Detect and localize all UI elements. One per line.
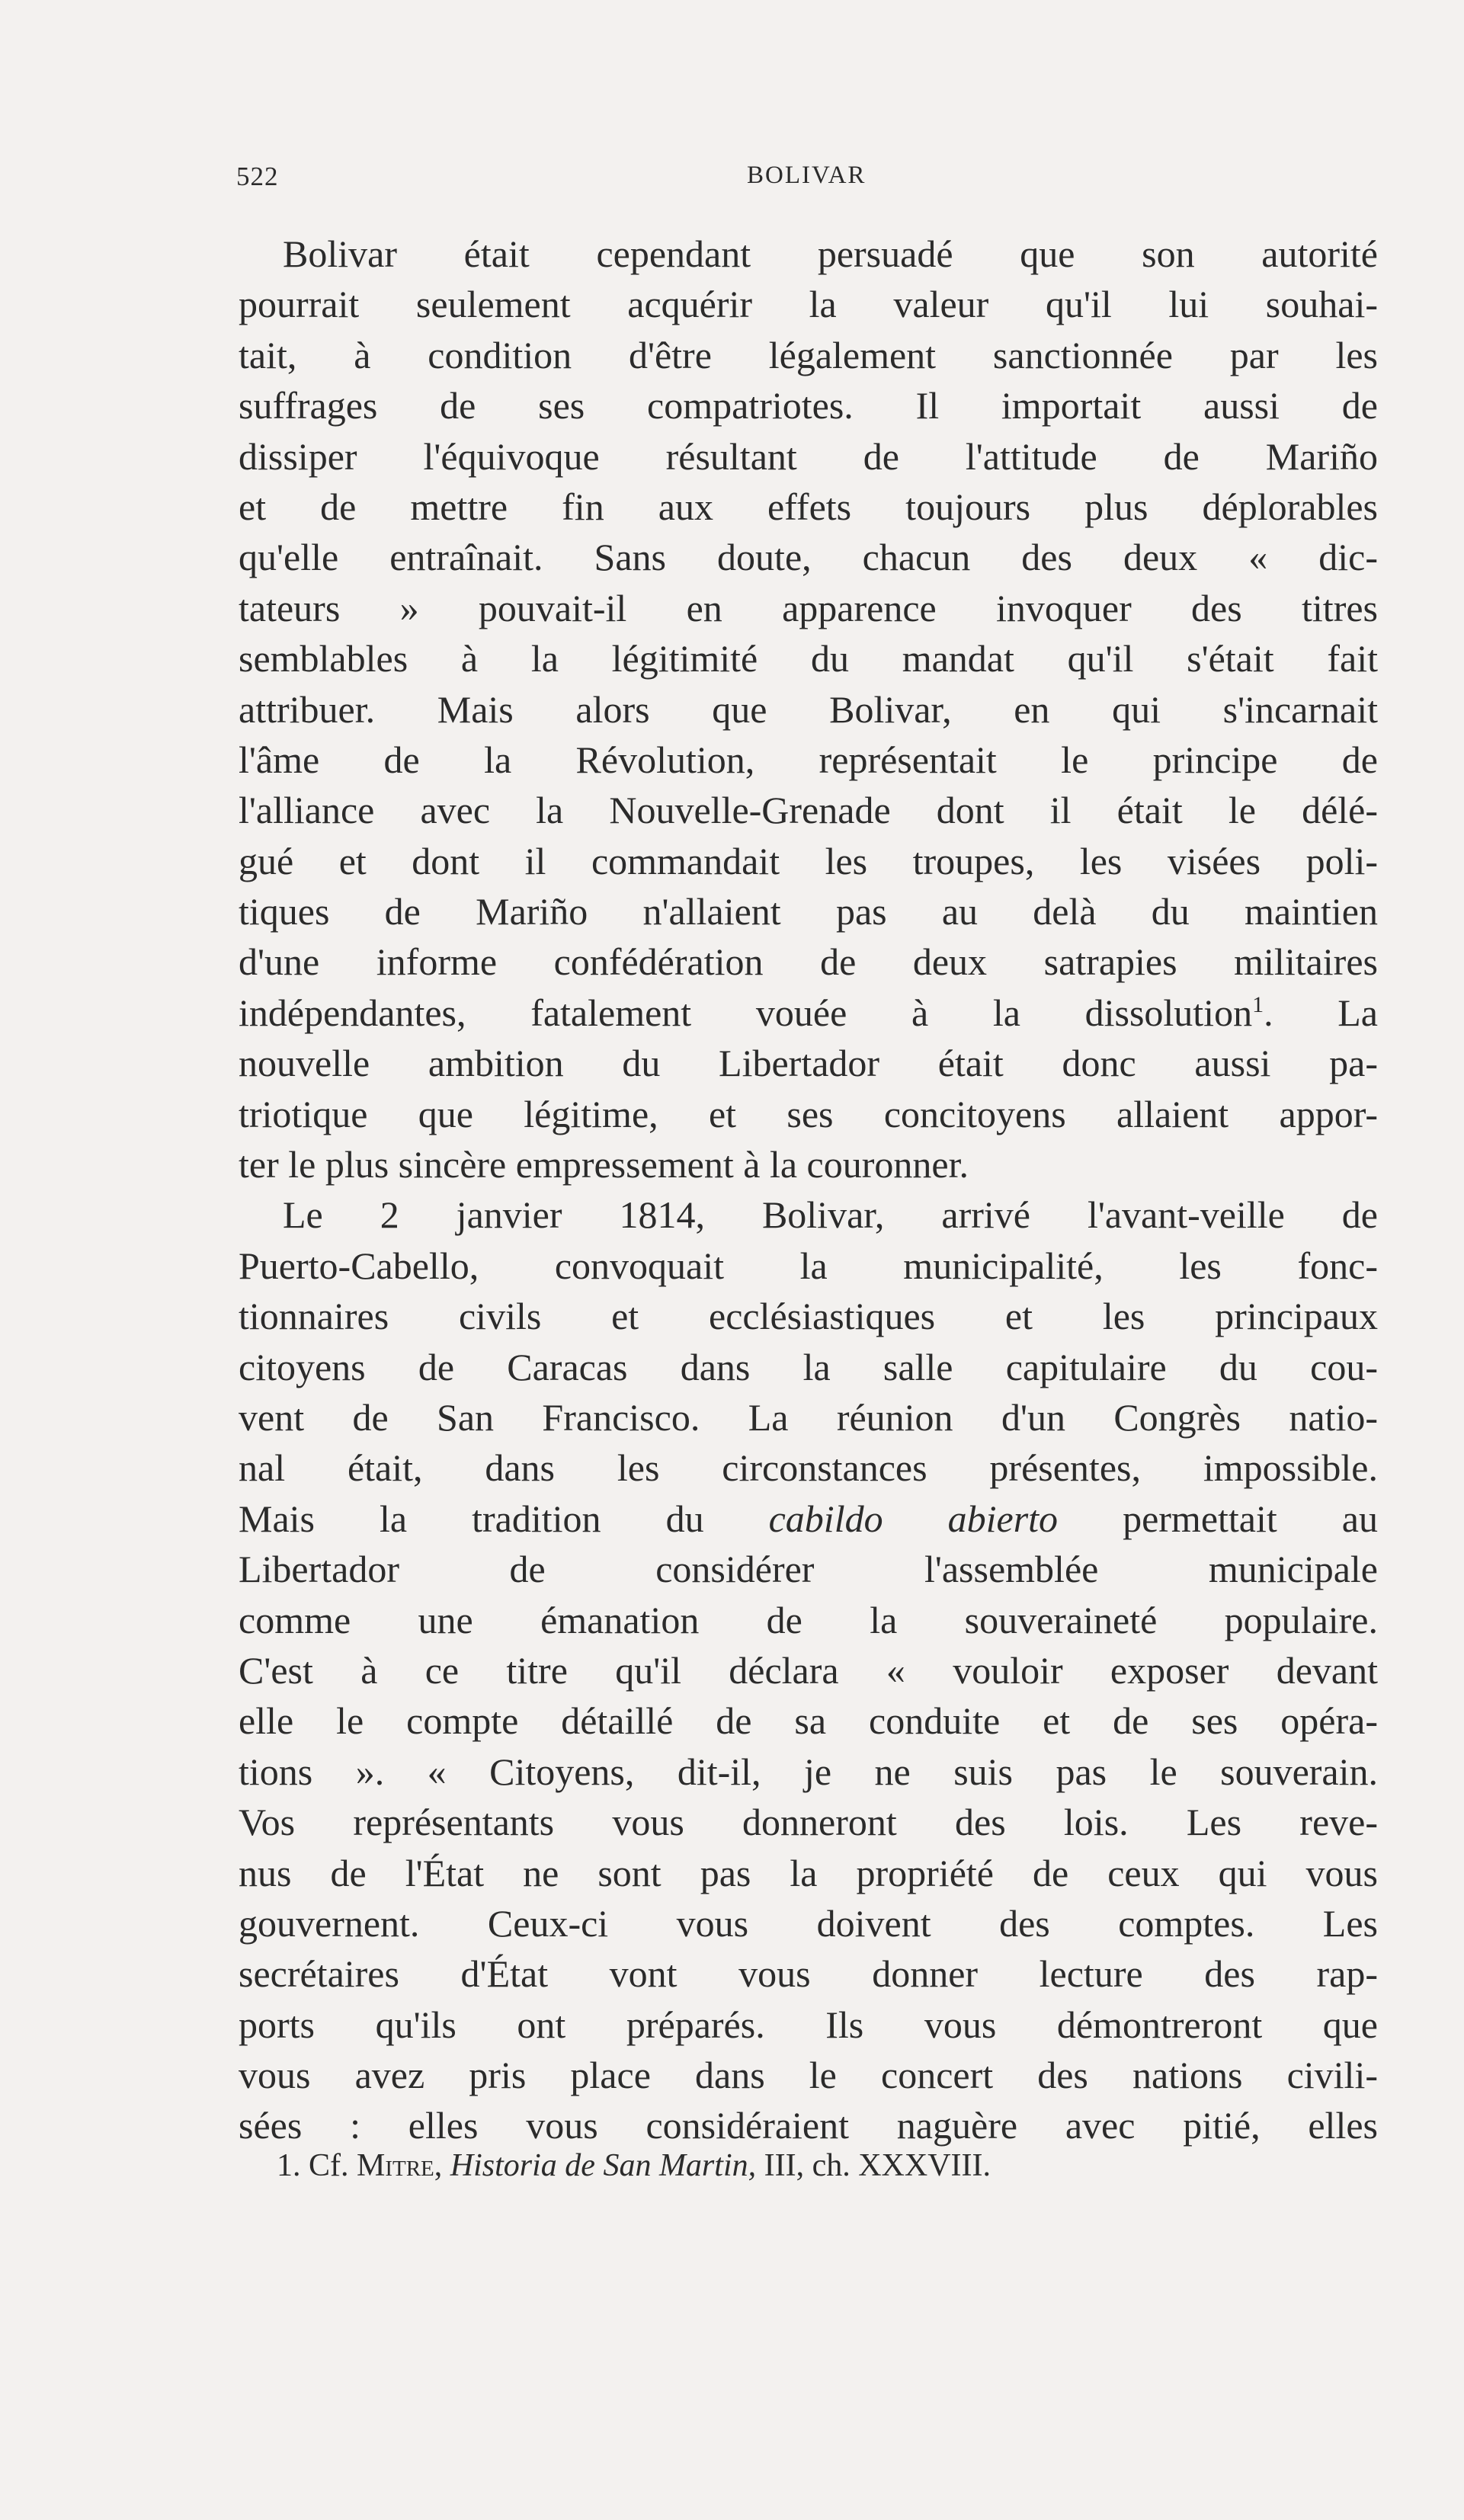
text-line: comme une émanation de la souveraineté populaire.	[239, 1598, 1378, 1641]
text-line: l'âme de la Révolution, représentait le principe de	[239, 738, 1378, 781]
text-line: tionnaires civils et ecclésiastiques et les principaux	[239, 1295, 1378, 1338]
text-line: nus de l'État ne sont pas la propriété de ceux qui vous	[239, 1851, 1378, 1894]
page-number: 522	[236, 162, 279, 191]
text-segment: indépendantes, fatalement vouée à la dissolution	[239, 991, 1253, 1034]
text-line: suffrages de ses compatriotes. Il importait aussi de	[239, 384, 1378, 427]
text-segment: permettait au	[1123, 1497, 1378, 1540]
text-line: attribuer. Mais alors que Bolivar, en qui s'incarnait	[239, 687, 1378, 731]
text-line: gué et dont il commandait les troupes, les visées poli-	[239, 839, 1378, 882]
footnote-number: 1. Cf.	[277, 2148, 349, 2183]
text-line: Puerto-Cabello, convoquait la municipalité, les fonc-	[239, 1244, 1378, 1287]
running-title: BOLIVAR	[747, 162, 867, 189]
text-line: Vos représentants vous donneront des lois. Les reve-	[239, 1801, 1378, 1844]
text-line: secrétaires d'État vont vous donner lecture des rap-	[239, 1952, 1378, 1996]
text-line: semblables à la légitimité du mandat qu'il s'était fait	[239, 637, 1378, 680]
text-line: Libertador de considérer l'assemblée municipale	[239, 1548, 1378, 1591]
text-line: vous avez pris place dans le concert des nations civili-	[239, 2054, 1378, 2097]
footnote	[277, 2147, 991, 2184]
text-line: citoyens de Caracas dans la salle capitulaire du cou-	[239, 1345, 1378, 1388]
text-line: Le 2 janvier 1814, Bolivar, arrivé l'avant-veille de	[283, 1193, 1378, 1237]
text-line: ports qu'ils ont préparés. Ils vous démontreront que	[239, 2003, 1378, 2046]
text-line: pourrait seulement acquérir la valeur qu'il lui souhai-	[239, 283, 1378, 326]
text-line: ter le plus sincère empressement à la couronner.	[239, 1143, 969, 1186]
text-line: nal était, dans les circonstances présentes, impossible.	[239, 1446, 1378, 1490]
text-line: tateurs » pouvait-il en apparence invoquer des titres	[239, 586, 1378, 629]
text-line: d'une informe confédération de deux satrapies militaires	[239, 940, 1378, 984]
text-line: tait, à condition d'être légalement sanctionnée par les	[239, 333, 1378, 376]
text-line: dissiper l'équivoque résultant de l'attitude de Mariño	[239, 434, 1378, 478]
text-line: triotique que légitime, et ses concitoyens allaient appor-	[239, 1092, 1378, 1135]
text-line: elle le compte détaillé de sa conduite et de ses opéra-	[239, 1699, 1378, 1743]
text-line: tions ». « Citoyens, dit-il, je ne suis pas le souverain.	[239, 1750, 1378, 1793]
text-line: Bolivar était cependant persuadé que son autorité	[283, 232, 1378, 275]
text-line	[239, 988, 1378, 1038]
footnote-title: Historia de San Martin,	[450, 2148, 757, 2183]
text-line: C'est à ce titre qu'il déclara « vouloir exposer devant	[239, 1648, 1378, 1692]
text-line: l'alliance avec la Nouvelle-Grenade dont il était le délé-	[239, 789, 1378, 832]
text-line: et de mettre fin aux effets toujours plus déplorables	[239, 485, 1378, 528]
footnote-author: Mitre,	[357, 2148, 443, 2183]
italic-term: cabildo abierto	[768, 1497, 1059, 1540]
text-segment: . La	[1264, 991, 1378, 1034]
footnote-rest: III, ch. XXXVIII.	[764, 2148, 991, 2183]
text-line	[239, 1494, 1378, 1544]
text-line: sées : elles vous considéraient naguère avec pitié, elles	[239, 2104, 1378, 2147]
text-line: qu'elle entraînait. Sans doute, chacun des deux « dic-	[239, 536, 1378, 579]
text-segment: Mais la tradition du	[239, 1497, 704, 1540]
text-line: nouvelle ambition du Libertador était donc aussi pa-	[239, 1042, 1378, 1085]
body-text	[239, 229, 1378, 2151]
footnote-reference[interactable]: 1	[1252, 991, 1264, 1017]
text-line: vent de San Francisco. La réunion d'un Congrès natio-	[239, 1395, 1378, 1439]
text-line: tiques de Mariño n'allaient pas au delà du maintien	[239, 890, 1378, 933]
text-line: gouvernent. Ceux-ci vous doivent des comptes. Les	[239, 1901, 1378, 1945]
page-header	[236, 162, 1379, 200]
